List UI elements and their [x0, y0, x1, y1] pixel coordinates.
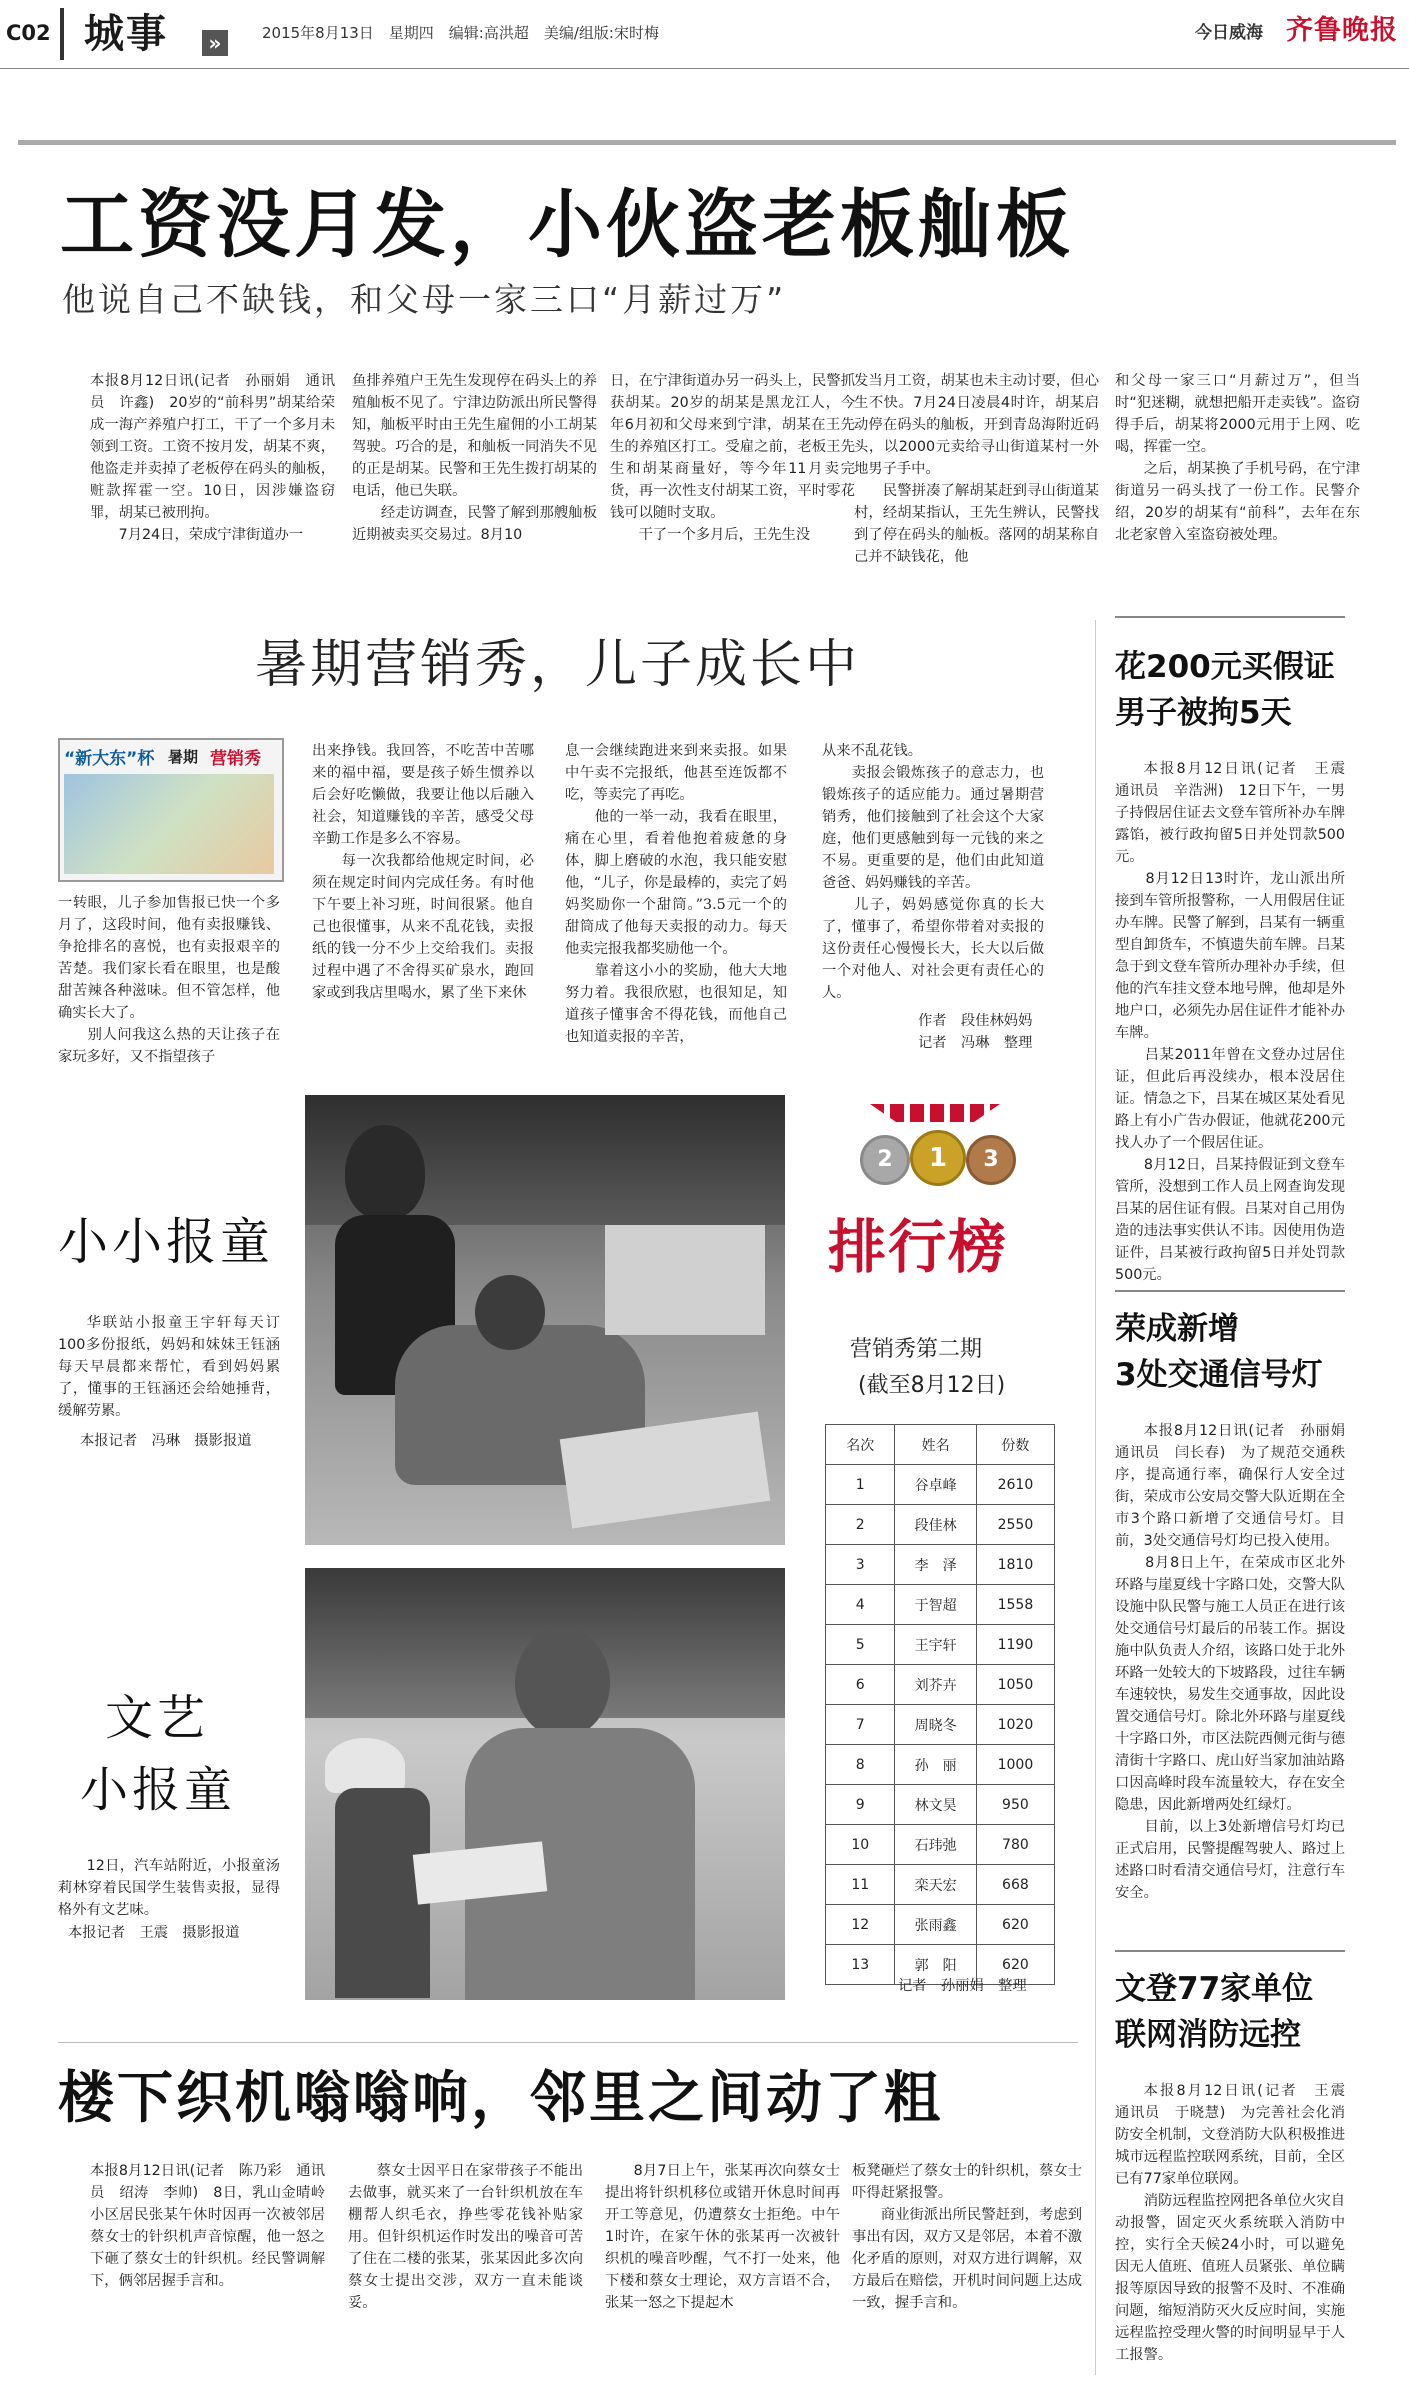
copies-cell: 620 — [976, 1905, 1054, 1945]
name-cell: 栾天宏 — [895, 1865, 976, 1905]
ranking-credit: 记者 孙丽娟 整理 — [898, 1978, 1027, 1994]
rank-cell: 4 — [826, 1585, 895, 1625]
photo1-title: 小小报童 — [58, 1213, 274, 1271]
side3-title-line1: 文登77家单位 — [1115, 1971, 1314, 2007]
rank-cell: 5 — [826, 1625, 895, 1665]
summer-byline-editor: 记者 冯琳 整理 — [918, 1035, 1033, 1051]
lead-column-5: 和父母一家三口“月薪过万”，但当时“犯迷糊，就想把船开走卖钱”。盗窃得手后，胡某将2000元用于上网、吃喝，挥霍一空。 之后，胡某换了手机号码，在宁津街道另一码头找了一份工作。民警介绍，20岁的胡某有“前科”，去年在东北老家曾入室盗窃被处理。 — [1115, 373, 1360, 543]
copies-cell: 620 — [976, 1945, 1054, 1985]
copies-cell: 1050 — [976, 1665, 1054, 1705]
summer-byline-author: 作者 段佳林妈妈 — [918, 1013, 1033, 1029]
campaign-logo-text-3: 营销秀 — [210, 749, 261, 769]
table-row — [826, 1905, 1055, 1945]
silver-medal-icon: 2 — [860, 1135, 910, 1185]
side1-body: 本报8月12日讯(记者 王震 通讯员 辛浩洲) 12日下午，一男子持假居住证去文登车管所补办车牌露馅，被行政拘留5日并处罚款500元。 8月12日13时许，龙山派出所接到车管所报警称，一人用假居住证办车牌。民警了解到，吕某有一辆重型自卸货车，不慎遗失前车牌。吕某急于到文登车管所办理补办手续，但他的汽车挂文登本地号牌，他却是外地户口，必须先办居住证件才能补办车牌。 吕某2011年曾在文登办过居住证，但此后再没续办，根本没居住证。情急之下，吕某在城区某处看见路上有小广告办假证，他就花200元找人办了一个假居住证。 8月12日，吕某持假证到文登车管所，没想到工作人员上网查询发现吕某的居住证有假。吕某对自己用伪造的违法事实供认不讳。因使用伪造证件，吕某被行政拘留5日并处罚款500元。 — [1115, 761, 1345, 1283]
copies-cell: 1558 — [976, 1585, 1054, 1625]
lead-headline: 工资没月发，小伙盗老板舢板 — [60, 182, 1074, 268]
campaign-logo-text-1: “新大东”杯 — [64, 749, 155, 769]
photo2-title-line1: 文艺 — [105, 1690, 210, 1746]
copies-cell: 1190 — [976, 1625, 1054, 1665]
side2-title-line1: 荣成新增 — [1115, 1311, 1239, 1347]
name-cell: 石玮弛 — [895, 1825, 976, 1865]
side3-body: 本报8月12日讯(记者 王震 通讯员 于晓慧) 为完善社会化消防安全机制，文登消防大队积极推进城市远程监控联网系统，目前，全区已有77家单位联网。 消防远程监控网把各单位火灾自动报警，固定灭火系统联入消防中控，实行全天候24小时，可以避免因无人值班、值班人员紧张、单位瞒报等原因导致的报警不及时、不准确问题，缩短消防灭火反应时间，实施远程监控受理火警的时间明显早于人工报警。 — [1115, 2083, 1345, 2363]
table-row — [826, 1785, 1055, 1825]
table-row — [826, 1545, 1055, 1585]
table-row — [826, 1465, 1055, 1505]
side1-title-line2: 男子被拘5天 — [1115, 695, 1292, 731]
name-cell: 孙 丽 — [895, 1745, 976, 1785]
copies-cell: 780 — [976, 1825, 1054, 1865]
table-row — [826, 1505, 1055, 1545]
photo1-caption: 华联站小报童王宇轩每天订100多份报纸，妈妈和妹妹王钰涵每天早晨都来帮忙，看到妈妈累了，懂事的王钰涵还会给她捶背，缓解劳累。 — [58, 1315, 280, 1419]
bottom-headline: 楼下织机嗡嗡响，邻里之间动了粗 — [58, 2065, 943, 2131]
table-row — [826, 1625, 1055, 1665]
retro-newsboy-photo — [305, 1568, 785, 2000]
name-cell: 段佳林 — [895, 1505, 976, 1545]
newspaper-logo: 齐鲁晚报 — [1286, 15, 1398, 46]
rank-cell: 3 — [826, 1545, 895, 1585]
column-separator — [1095, 620, 1096, 2375]
issue-info: 2015年8月13日 星期四 编辑:高洪超 美编/组版:宋时梅 — [262, 24, 659, 42]
lead-subhead: 他说自己不缺钱，和父母一家三口“月薪过万” — [62, 280, 787, 319]
table-row — [826, 1665, 1055, 1705]
copies-cell: 1810 — [976, 1545, 1054, 1585]
rank-cell: 13 — [826, 1945, 895, 1985]
copies-cell: 950 — [976, 1785, 1054, 1825]
name-cell: 王宇轩 — [895, 1625, 976, 1665]
ranking-table — [825, 1424, 1055, 1985]
rank-cell: 7 — [826, 1705, 895, 1745]
top-rule — [18, 140, 1396, 145]
header-divider — [0, 68, 1409, 69]
section-label — [60, 8, 224, 60]
side2-title-line2: 3处交通信号灯 — [1115, 1357, 1323, 1393]
brand-subtitle: 今日威海 — [1195, 23, 1263, 43]
side-divider-2 — [1115, 1290, 1345, 1292]
side2-body: 本报8月12日讯(记者 孙丽娟 通讯员 闫长春) 为了规范交通秩序，提高通行率，确保行人安全过街，荣成市公安局交警大队近期在全市3个路口新增了交通信号灯。目前，3处交通信号灯均已投入使用。 8月8日上午，在荣成市区北外环路与崖夏线十字路口处，交警大队设施中队民警与施工人员正在进行该处交通信号灯最后的吊装工作。据设施中队负责人介绍，该路口处于北外环路一处较大的下坡路段，过往车辆车速较快，易发生交通事故，因此设置交通信号灯。除北外环路与崖夏线十字路口外，市区法院西侧元街与德清街十字路口、虎山好当家加油站路口因高峰时段车流量较大，存在安全隐患，因此新增两处红绿灯。 目前，以上3处新增信号灯均已正式启用，民警提醒驾驶人、路过上述路口时看清交通信号灯，注意行车安全。 — [1115, 1423, 1345, 1901]
summer-column-1: 一转眼，儿子参加售报已快一个多月了，这段时间，他有卖报赚钱、争抢排名的喜悦，也有卖报艰辛的苦楚。我们家长看在眼里，也是酸甜苦辣各种滋味。但不管怎样，他确实长大了。 别人问我这么热的天让孩子在家玩多好，又不指望孩子 — [58, 895, 280, 1065]
side3-title-line2: 联网消防远控 — [1115, 2017, 1301, 2053]
rank-cell: 9 — [826, 1785, 895, 1825]
photo1-credit: 本报记者 冯琳 摄影报道 — [80, 1433, 252, 1449]
rank-cell: 2 — [826, 1505, 895, 1545]
summer-column-4: 从来不乱花钱。 卖报会锻炼孩子的意志力，也锻炼孩子的适应能力。通过暑期营销秀，他们接触到了社会这个大家庭，他们更感触到每一元钱的来之不易。更重要的是，他们由此知道爸爸、妈妈赚钱的辛苦。 儿子，妈妈感觉你真的长大了，懂事了，希望你带着对卖报的这份责任心慢慢长大，长大以后做一个对他人、对社会更有责任心的人。 — [822, 743, 1044, 1001]
col-header-copies: 份数 — [976, 1425, 1054, 1465]
lead-column-3: 日，在宁津街道办另一码头上，民警抓获胡某。20岁的胡某是黑龙江人，今年6月初和父母来到宁津，胡某在王先生的养殖区打工。受雇之前，老板王先生和胡某商量好，等今年11月卖完货，再一次性支付胡某工资，平时零花钱可以随时支取。 干了一个多月后，王先生没 — [610, 373, 855, 543]
col-header-rank: 名次 — [826, 1425, 895, 1465]
bottom-column-3: 8月7日上午，张某再次向蔡女士提出将针织机移位或错开休息时间再开工等意见，仍遭蔡女士拒绝。中午1时许，在家午休的张某再一次被针织机的噪音吵醒，气不打一处来，他下楼和蔡女士理论，双方言语不合，张某一怒之下提起木 — [605, 2163, 840, 2311]
newsboy-photo — [305, 1095, 785, 1545]
campaign-logo — [58, 738, 284, 882]
name-cell: 张雨鑫 — [895, 1905, 976, 1945]
lead-column-1: 本报8月12日讯(记者 孙丽娟 通讯员 许鑫) 20岁的“前科男”胡某给荣成一海产养殖户打工，干了一个多月未领到工资。工资不按月发，胡某不爽，他盗走并卖掉了老板停在码头的舢板，赃款挥霍一空。10日，因涉嫌盗窃罪，胡某已被刑拘。 7月24日，荣成宁津街道办一 — [90, 373, 335, 543]
copies-cell: 2550 — [976, 1505, 1054, 1545]
table-row — [826, 1705, 1055, 1745]
name-cell: 李 泽 — [895, 1545, 976, 1585]
side1-title-line1: 花200元买假证 — [1115, 649, 1335, 685]
name-cell: 谷卓峰 — [895, 1465, 976, 1505]
rank-cell: 8 — [826, 1745, 895, 1785]
summer-headline: 暑期营销秀，儿子成长中 — [255, 635, 861, 695]
name-cell: 周晓冬 — [895, 1705, 976, 1745]
name-cell: 郭 阳 — [895, 1945, 976, 1985]
name-cell: 于智超 — [895, 1585, 976, 1625]
name-cell: 刘芥卉 — [895, 1665, 976, 1705]
medal-ribbons — [870, 1104, 1000, 1122]
ranking-date: (截至8月12日) — [858, 1373, 1006, 1398]
bottom-column-2: 蔡女士因平日在家带孩子不能出去做事，就买来了一台针织机放在车棚帮人织毛衣，挣些零花钱补贴家用。但针织机运作时发出的噪音可苦了住在二楼的张某，张某因此多次向蔡女士提出交涉，双方一直未能谈妥。 — [348, 2163, 583, 2311]
photo2-caption: 12日，汽车站附近，小报童汤莉林穿着民国学生装售卖报，显得格外有文艺味。 — [58, 1858, 280, 1918]
table-row — [826, 1865, 1055, 1905]
bronze-medal-icon: 3 — [966, 1135, 1016, 1185]
name-cell: 林文昊 — [895, 1785, 976, 1825]
campaign-logo-photo — [64, 774, 274, 874]
side-divider-3 — [1115, 1950, 1345, 1952]
section-title: 城事 — [84, 10, 168, 57]
rank-cell: 1 — [826, 1465, 895, 1505]
summer-column-2: 出来挣钱。我回答，不吃苦中苦哪来的福中福，要是孩子娇生惯养以后会好吃懒做，我要让他以后融入社会，知道赚钱的辛苦，感受父母辛勤工作是多么不容易。 每一次我都给他规定时间，必须在规定时间内完成任务。有时他下午要上补习班，时间很紧。他自己也很懂事，从来不乱花钱，卖报纸的钱一分不少上交给我们。卖报过程中遇了不舍得买矿泉水，跑回家或到我店里喝水，累了坐下来休 — [312, 743, 534, 1001]
campaign-logo-text-2: 暑期 — [168, 748, 199, 766]
table-row — [826, 1585, 1055, 1625]
summer-column-3: 息一会继续跑进来到来卖报。如果中午卖不完报纸，他甚至连饭都不吃，等卖完了再吃。 他的一举一动，我看在眼里，痛在心里，看着他抱着疲惫的身体，脚上磨破的水泡，我只能安慰他，“儿子，你是最棒的，卖完了妈妈奖励你一个甜筒。”3.5元一个的甜筒成了他每天卖报的动力。每天他卖完报我都奖励他一个。 靠着这小小的奖励，他大大地努力着。我很欣慰，也很知足，知道孩子懂事舍不得花钱，而他自己也知道卖报的辛苦， — [565, 743, 787, 1045]
photo2-title-line2: 小报童 — [80, 1762, 237, 1818]
rank-cell: 10 — [826, 1825, 895, 1865]
bottom-column-1: 本报8月12日讯(记者 陈乃彩 通讯员 绍涛 李帅) 8日，乳山金晴岭小区居民张某午休时因再一次被邻居蔡女士的针织机声音惊醒，他一怒之下砸了蔡女士的针织机。经民警调解下，俩邻居握手言和。 — [90, 2163, 325, 2289]
col-header-name: 姓名 — [895, 1425, 976, 1465]
rank-cell: 6 — [826, 1665, 895, 1705]
table-row — [826, 1825, 1055, 1865]
ranking-subtitle: 营销秀第二期 — [850, 1337, 983, 1362]
lead-column-2: 鱼排养殖户王先生发现停在码头上的养殖舢板不见了。宁津边防派出所民警得知，舢板平时由王先生雇佣的小工胡某驾驶。巧合的是，和舢板一同消失不见的正是胡某。民警和王先生拨打胡某的电话，他已失联。 经走访调查，民警了解到那艘舢板近期被卖买交易过。8月10 — [352, 373, 597, 543]
ranking-table-header — [826, 1425, 1055, 1465]
table-row — [826, 1745, 1055, 1785]
ranking-title: 排行榜 — [828, 1213, 1009, 1281]
rank-cell: 11 — [826, 1865, 895, 1905]
side-divider-1 — [1115, 616, 1345, 618]
photo2-credit: 本报记者 王震 摄影报道 — [68, 1925, 240, 1941]
page-number: C02 — [6, 21, 51, 45]
copies-cell: 2610 — [976, 1465, 1054, 1505]
copies-cell: 668 — [976, 1865, 1054, 1905]
bottom-divider — [58, 2042, 1078, 2043]
rank-cell: 12 — [826, 1905, 895, 1945]
gold-medal-icon: 1 — [910, 1130, 966, 1186]
copies-cell: 1020 — [976, 1705, 1054, 1745]
double-chevron-icon: » — [202, 30, 228, 56]
bottom-column-4: 板凳砸烂了蔡女士的针织机，蔡女士吓得赶紧报警。 商业街派出所民警赶到，考虑到事出有因，双方又是邻居，本着不激化矛盾的原则，对双方进行调解，双方最后在赔偿，开机时间问题上达成一致，握手言和。 — [852, 2163, 1082, 2311]
lead-column-4: 发当月工资，胡某也未主动讨要，但心生不快。7月24日凌晨4时许，胡某启动停在码头的舢板，开到青岛海附近码头，以2000元卖给寻山街道某村一外地男子手中。 民警拼凑了解胡某赶到寻山街道某村，经胡某指认，王先生辨认，民警找到了停在码头的舢板。落网的胡某称自己并不缺钱花，他 — [854, 373, 1099, 565]
copies-cell: 1000 — [976, 1745, 1054, 1785]
